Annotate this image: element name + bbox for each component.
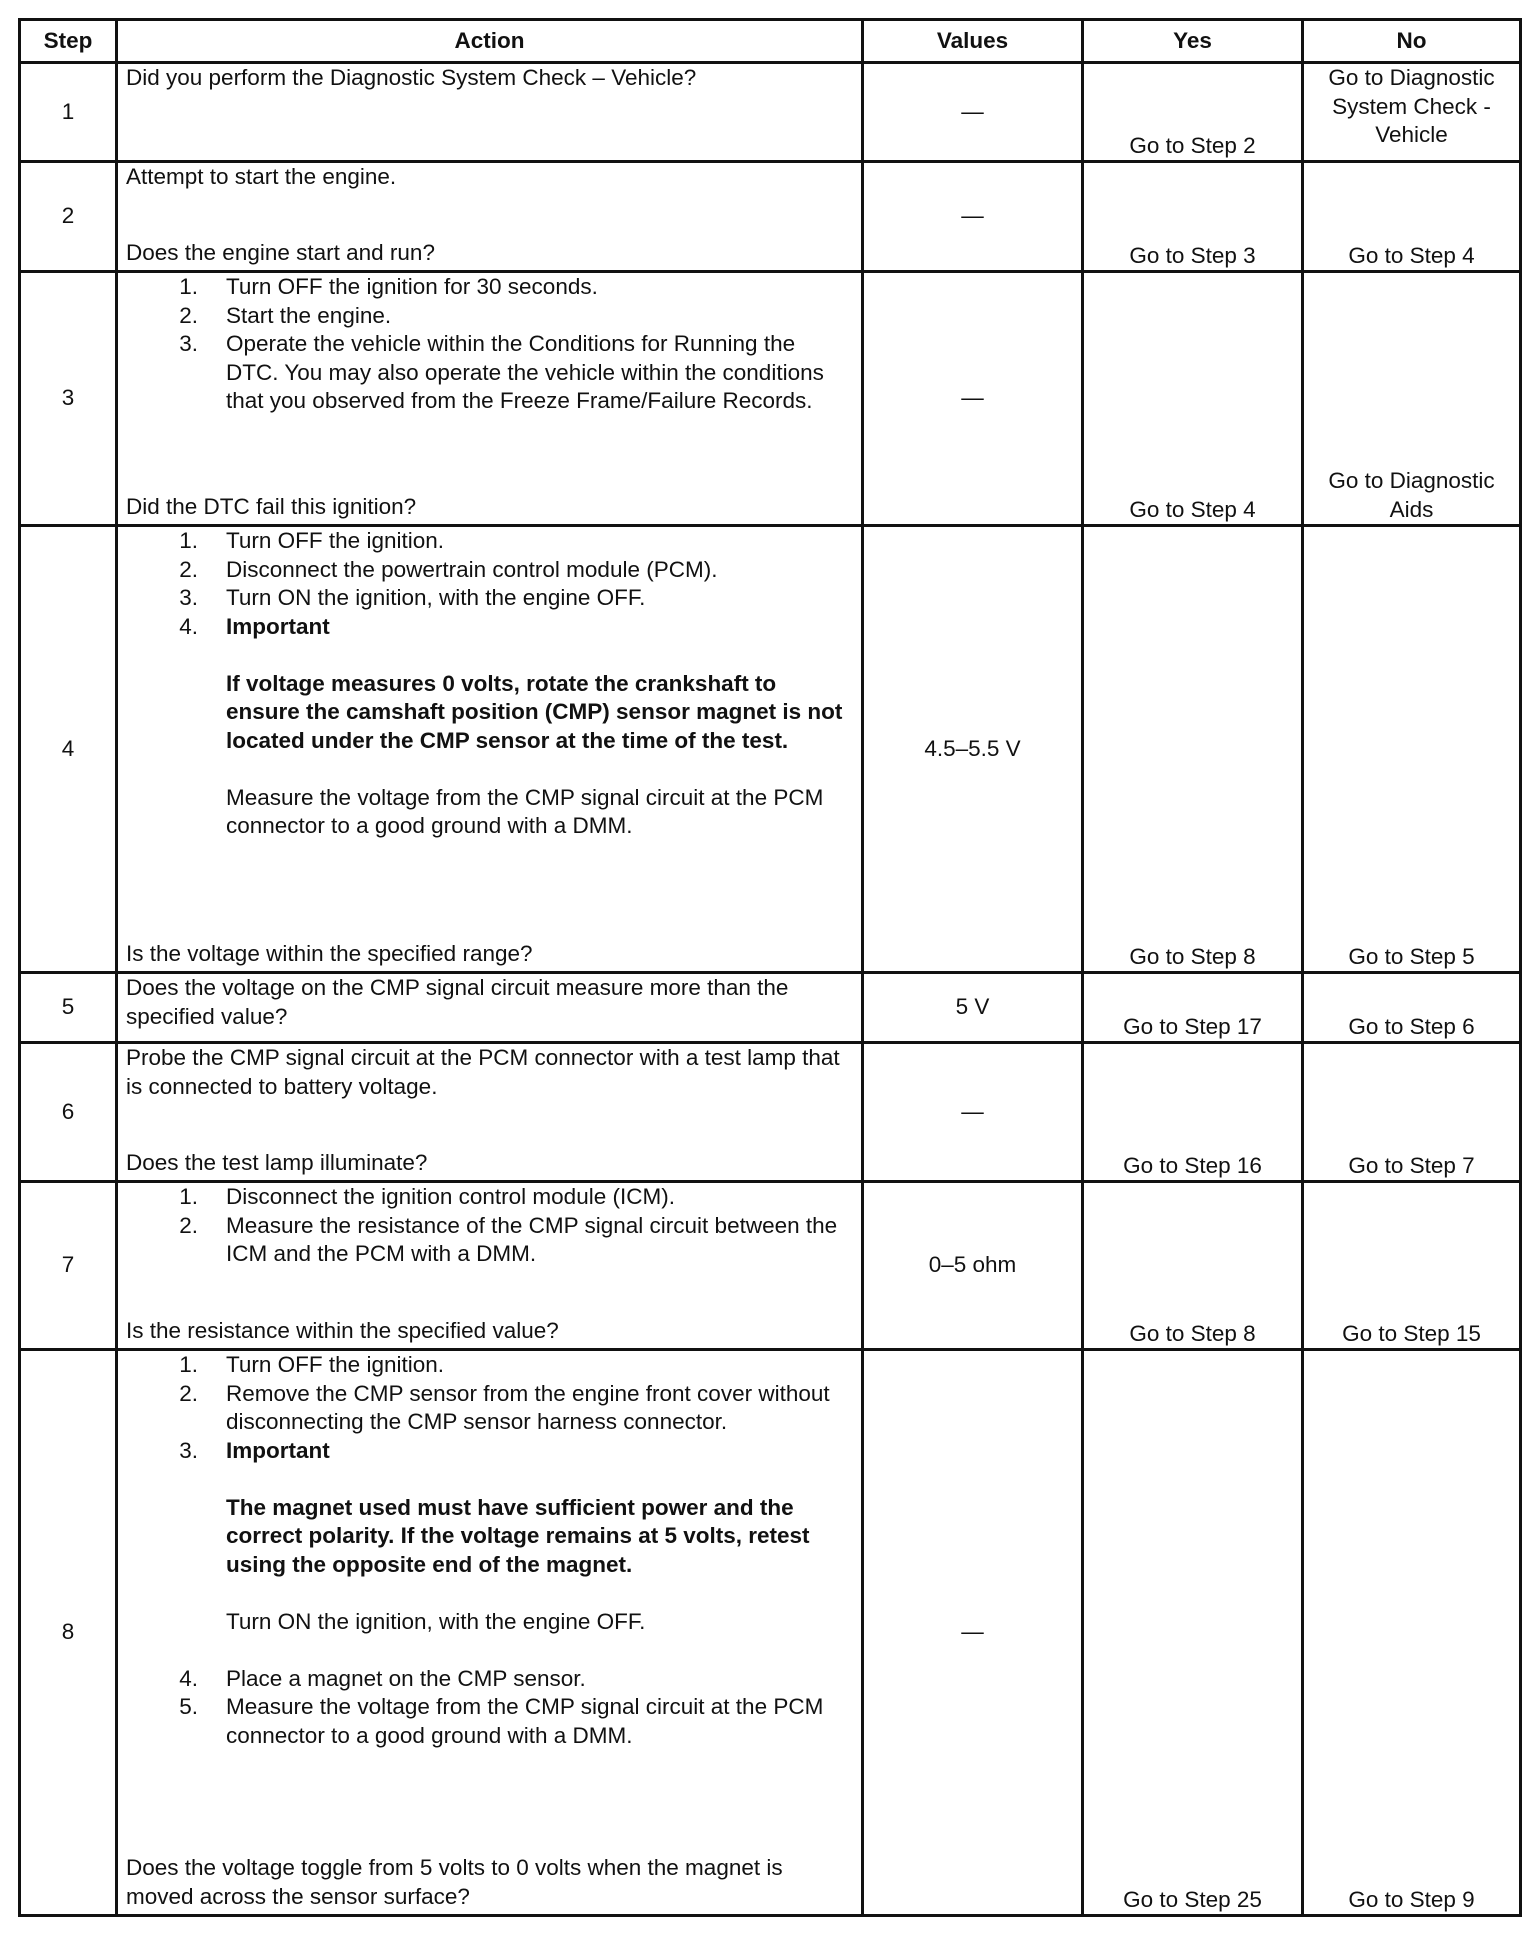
action-question: Did you perform the Diagnostic System Check – Vehicle?: [126, 65, 697, 90]
yes-cell: Go to Step 4: [1083, 272, 1303, 526]
list-item: 1. Disconnect the ignition control module (ICM).: [179, 1184, 675, 1209]
diagnostic-table-sheet: [18, 18, 1522, 1917]
list-item: 5. Measure the voltage from the CMP signal circuit at the PCM connector to a good ground with a DMM.: [179, 1694, 824, 1748]
value-cell: —: [863, 272, 1083, 526]
action-cell: [117, 1043, 863, 1182]
header-yes: Yes: [1083, 20, 1303, 63]
no-cell: Go to Step 4: [1303, 162, 1521, 272]
list-item: 3. Important: [179, 1437, 330, 1463]
yes-cell: Go to Step 16: [1083, 1043, 1303, 1182]
action-steps: [126, 527, 853, 641]
action-steps: [126, 1665, 853, 1751]
table-row: [20, 1182, 1521, 1350]
header-no: No: [1303, 20, 1521, 63]
value-cell: 5 V: [863, 973, 1083, 1043]
action-intro: Attempt to start the engine.: [126, 164, 397, 189]
yes-cell: Go to Step 8: [1083, 526, 1303, 973]
yes-cell: Go to Step 8: [1083, 1182, 1303, 1350]
yes-cell: Go to Step 2: [1083, 63, 1303, 162]
yes-cell: Go to Step 17: [1083, 973, 1303, 1043]
action-question: Did the DTC fail this ignition?: [126, 493, 417, 519]
list-item: 2. Start the engine.: [179, 302, 392, 328]
value-cell: —: [863, 162, 1083, 272]
action-cell: [117, 1350, 863, 1916]
action-text: Turn ON the ignition, with the engine OFF.: [226, 1608, 646, 1634]
value-cell: —: [863, 63, 1083, 162]
list-item: 3. Turn ON the ignition, with the engine OFF.: [179, 585, 646, 610]
value-cell: —: [863, 1043, 1083, 1182]
list-item: 2. Measure the resistance of the CMP signal circuit between the ICM and the PCM with a DMM.: [179, 1212, 838, 1266]
list-item: 4. Place a magnet on the CMP sensor.: [179, 1665, 586, 1691]
table-header-row: [20, 20, 1521, 63]
list-item: 1. Turn OFF the ignition.: [179, 1352, 445, 1377]
action-steps: [126, 273, 853, 416]
action-question: Does the test lamp illuminate?: [126, 1149, 428, 1175]
list-item: 4. Important: [179, 613, 330, 639]
no-cell: Go to Diagnostic System Check - Vehicle: [1303, 63, 1521, 162]
step-number: 6: [20, 1043, 117, 1182]
important-note: If voltage measures 0 volts, rotate the crankshaft to ensure the camshaft position (CMP) sensor magnet is not located under the CMP sensor at the time of the test.: [226, 670, 843, 753]
no-cell: Go to Step 6: [1303, 973, 1521, 1043]
no-cell: Go to Step 5: [1303, 526, 1521, 973]
table-row: [20, 526, 1521, 973]
action-cell: [117, 973, 863, 1043]
no-cell: Go to Step 15: [1303, 1182, 1521, 1350]
step-number: 2: [20, 162, 117, 272]
yes-cell: Go to Step 3: [1083, 162, 1303, 272]
table-row: [20, 1043, 1521, 1182]
step-number: 8: [20, 1350, 117, 1916]
step-number: 3: [20, 272, 117, 526]
no-cell: Go to Diagnostic Aids: [1303, 272, 1521, 526]
value-cell: 4.5–5.5 V: [863, 526, 1083, 973]
step-number: 7: [20, 1182, 117, 1350]
step-number: 5: [20, 973, 117, 1043]
list-item: 2. Disconnect the powertrain control module (PCM).: [179, 556, 718, 582]
action-question: Does the voltage toggle from 5 volts to 0 volts when the magnet is moved across the sensor surface?: [126, 1855, 783, 1909]
list-item: 3. Operate the vehicle within the Conditions for Running the DTC. You may also operate the vehicle within the conditions that you observed from the Freeze Frame/Failure Records.: [179, 331, 824, 413]
action-steps: [126, 1351, 853, 1465]
table-row: [20, 973, 1521, 1043]
important-note: The magnet used must have sufficient power and the correct polarity. If the voltage remains at 5 volts, retest using the opposite end of the magnet.: [226, 1494, 810, 1577]
action-question: Does the voltage on the CMP signal circuit measure more than the specified value?: [126, 975, 789, 1029]
action-question: Does the engine start and run?: [126, 239, 435, 265]
action-cell: [117, 162, 863, 272]
list-item: 2. Remove the CMP sensor from the engine front cover without disconnecting the CMP sensor harness connector.: [179, 1380, 830, 1434]
diagnostic-table: [18, 18, 1522, 1917]
action-cell: [117, 526, 863, 973]
action-steps: [126, 1183, 853, 1269]
header-values: Values: [863, 20, 1083, 63]
action-intro: Probe the CMP signal circuit at the PCM connector with a test lamp that is connected to battery voltage.: [126, 1045, 840, 1099]
no-cell: Go to Step 9: [1303, 1350, 1521, 1916]
action-question: Is the voltage within the specified range?: [126, 940, 533, 966]
value-cell: —: [863, 1350, 1083, 1916]
no-cell: Go to Step 7: [1303, 1043, 1521, 1182]
table-row: [20, 162, 1521, 272]
action-text: Measure the voltage from the CMP signal circuit at the PCM connector to a good ground with a DMM.: [226, 784, 824, 838]
table-row: [20, 1350, 1521, 1916]
list-item: 1. Turn OFF the ignition.: [179, 528, 445, 553]
action-cell: [117, 63, 863, 162]
value-cell: 0–5 ohm: [863, 1182, 1083, 1350]
action-cell: [117, 272, 863, 526]
yes-cell: Go to Step 25: [1083, 1350, 1303, 1916]
step-number: 4: [20, 526, 117, 973]
table-row: [20, 63, 1521, 162]
step-number: 1: [20, 63, 117, 162]
list-item: 1. Turn OFF the ignition for 30 seconds.: [179, 274, 598, 299]
header-step: Step: [20, 20, 117, 63]
action-question: Is the resistance within the specified value?: [126, 1317, 559, 1343]
action-cell: [117, 1182, 863, 1350]
header-action: Action: [117, 20, 863, 63]
table-row: [20, 272, 1521, 526]
